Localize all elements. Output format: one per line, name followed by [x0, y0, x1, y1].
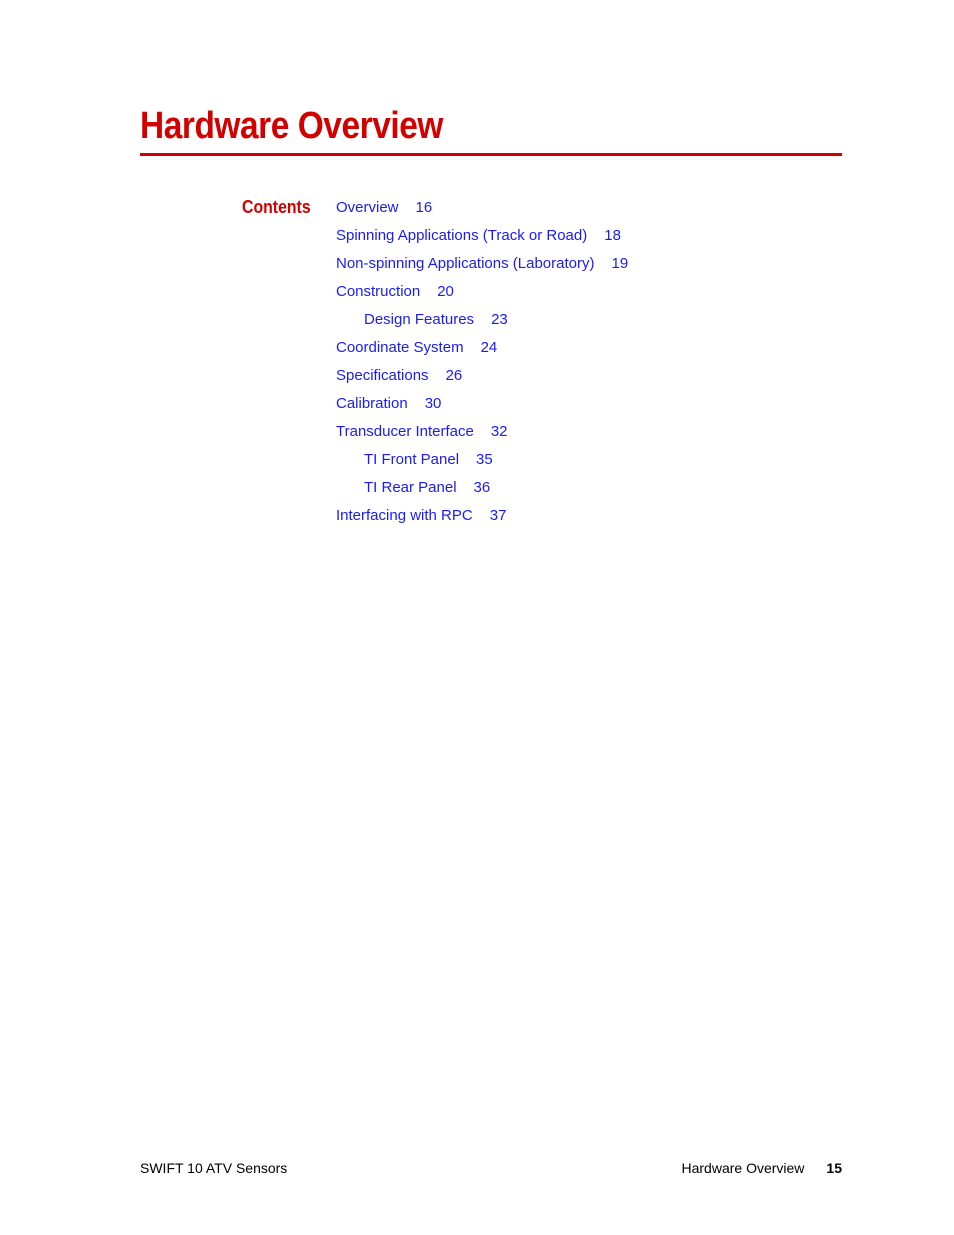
toc-item-page: 32 [490, 423, 508, 440]
footer-page-number: 15 [826, 1160, 842, 1176]
toc-item-overview[interactable] [336, 194, 628, 222]
chapter-title: Hardware Overview [140, 105, 443, 147]
toc-item-label: Calibration [336, 395, 408, 412]
toc-item-page: 18 [604, 227, 621, 244]
toc-item-page: 36 [473, 479, 491, 496]
toc-item-specifications[interactable] [336, 362, 628, 390]
toc-item-label: Construction [336, 283, 421, 300]
contents-label: Contents [242, 197, 311, 217]
toc-item-label: TI Rear Panel [364, 479, 457, 496]
toc-item-page: 35 [476, 451, 493, 468]
toc-item-transducer-interface[interactable] [336, 418, 628, 446]
toc-item-calibration[interactable] [336, 390, 628, 418]
footer-right [681, 1158, 842, 1178]
toc-item-design-features[interactable] [336, 306, 628, 334]
toc-item-ti-rear-panel[interactable] [336, 474, 628, 502]
toc-item-page: 23 [491, 311, 508, 328]
toc-item-page: 20 [437, 283, 454, 300]
toc-item-coordinate-system[interactable] [336, 334, 628, 362]
toc-item-label: Non-spinning Applications (Laboratory) [336, 255, 595, 272]
toc-item-label: Transducer Interface [336, 423, 474, 440]
toc-item-page: 30 [424, 395, 442, 412]
toc-item-page: 24 [480, 339, 498, 356]
toc-item-page: 16 [415, 199, 433, 216]
toc-item-label: Interfacing with RPC [336, 507, 473, 524]
toc-item-spinning-applications[interactable] [336, 222, 628, 250]
title-rule [140, 153, 842, 156]
toc-item-label: Design Features [364, 311, 475, 328]
footer-doc-name: SWIFT 10 ATV Sensors [140, 1160, 288, 1176]
toc-item-label: Coordinate System [336, 339, 464, 356]
toc-item-non-spinning-applications[interactable] [336, 250, 628, 278]
toc-item-page: 26 [445, 367, 463, 384]
toc-list [336, 194, 628, 530]
footer-section: Hardware Overview [681, 1160, 805, 1176]
toc-item-page: 19 [611, 255, 629, 272]
toc-item-construction[interactable] [336, 278, 628, 306]
toc-item-label: Overview [336, 199, 399, 216]
toc-item-label: TI Front Panel [364, 451, 460, 468]
toc-item-label: Specifications [336, 367, 429, 384]
toc-item-label: Spinning Applications (Track or Road) [336, 227, 588, 244]
toc-item-ti-front-panel[interactable] [336, 446, 628, 474]
toc-item-page: 37 [489, 507, 507, 524]
toc-item-interfacing-with-rpc[interactable] [336, 502, 628, 530]
